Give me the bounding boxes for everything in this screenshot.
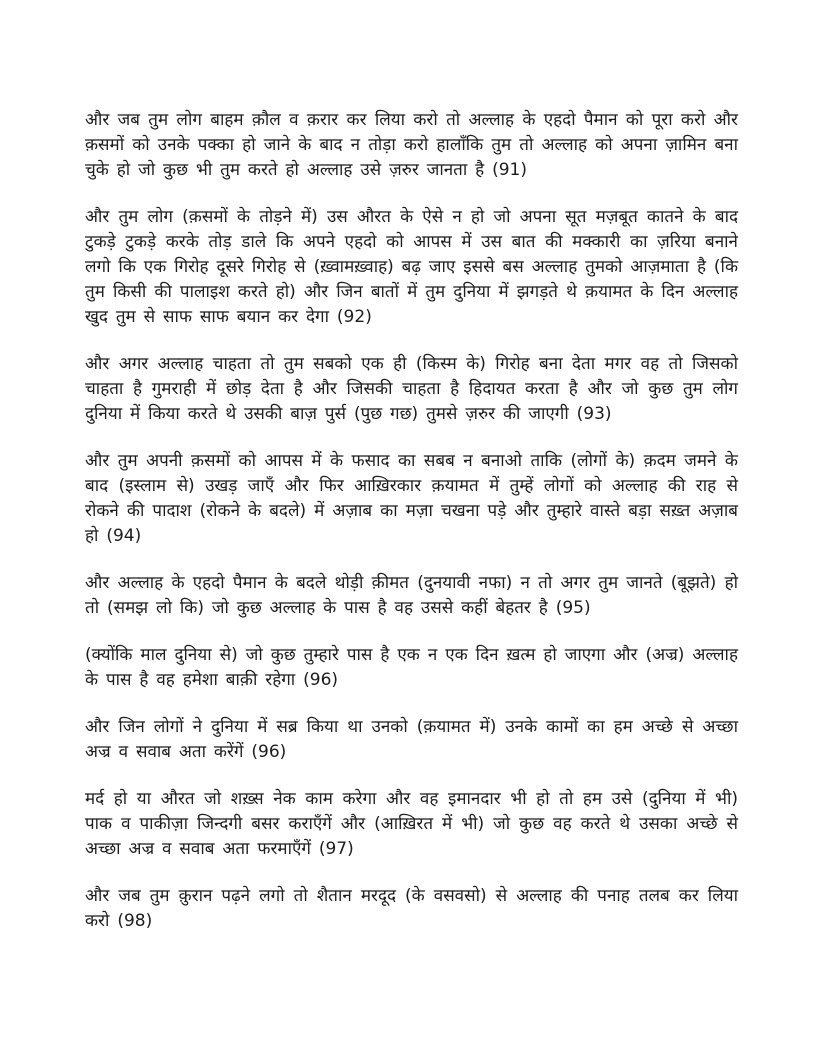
- verse-paragraph-93: और अगर अल्लाह चाहता तो तुम सबको एक ही (किस्म के) गिरोह बना देता मगर वह तो जिसको चाहता है गुमराही में छोड़ देता है और जिसकी चाहता है हिदायत करता है और जो कुछ तुम लोग दुनिया में किया करते थे उसकी बाज़ पुर्स (पुछ गछ) तुमसे ज़रुर की जाएगी (93): [85, 354, 738, 424]
- verse-paragraph-96a: (क्योंकि माल दुनिया से) जो कुछ तुम्हारे पास है एक न एक दिन ख़त्म हो जाएगा और (अज्र) अल्लाह के पास है वह हमेशा बाक़ी रहेगा (96): [85, 645, 738, 690]
- verse-paragraph-95: और अल्लाह के एहदो पैमान के बदले थोड़ी क़ीमत (दुनयावी नफा) न तो अगर तुम जानते (बूझते) हो तो (समझ लो कि) जो कुछ अल्लाह के पास है वह उससे कहीं बेहतर है (95): [85, 573, 738, 618]
- verse-paragraph-98: और जब तुम क़ुरान पढ़ने लगो तो शैतान मरदूद (के वसवसो) से अल्लाह की पनाह तलब कर लिया करो (98): [85, 886, 738, 931]
- verse-text-block: [85, 108, 738, 956]
- verse-paragraph-96b: और जिन लोगों ने दुनिया में सब्र किया था उनको (क़यामत में) उनके कामों का हम अच्छे से अच्छा अज्र व सवाब अता करेंगें (96): [85, 717, 738, 762]
- verse-paragraph-91: और जब तुम लोग बाहम क़ौल व क़रार कर लिया करो तो अल्लाह के एहदो पैमान को पूरा करो और क़समों को उनके पक्का हो जाने के बाद न तोड़ा करो हालाँकि तुम तो अल्लाह को अपना ज़ामिन बना चुके हो जो कुछ भी तुम करते हो अल्लाह उसे ज़रुर जानता है (91): [85, 110, 738, 180]
- verse-paragraph-97: मर्द हो या औरत जो शख़्स नेक काम करेगा और वह इमानदार भी हो तो हम उसे (दुनिया में भी) पाक व पाकीज़ा जिन्दगी बसर कराएँगें और (आख़िरत में भी) जो कुछ वह करते थे उसका अच्छे से अच्छा अज्र व सवाब अता फरमाएँगें (97): [85, 789, 738, 859]
- verse-paragraph-94: और तुम अपनी क़समों को आपस में के फसाद का सबब न बनाओ ताकि (लोगों के) क़दम जमने के बाद (इस्लाम से) उखड़ जाएँ और फिर आख़िरकार क़यामत में तुम्हें लोगों को अल्लाह की राह से रोकने की पादाश (रोकने के बदले) में अज़ाब का मज़ा चखना पड़े और तुम्हारे वास्ते बड़ा सख़्त अज़ाब हो (94): [85, 451, 738, 546]
- verse-paragraph-92: और तुम लोग (क़समों के तोड़ने में) उस औरत के ऐसे न हो जो अपना सूत मज़बूत कातने के बाद टुकड़े टुकड़े करके तोड़ डाले कि अपने एहदो को आपस में उस बात की मक्कारी का ज़रिया बनाने लगो कि एक गिरोह दूसरे गिरोह से (ख़्वामख़्वाह) बढ़ जाए इससे बस अल्लाह तुमको आज़माता है (कि तुम किसी की पालाइश करते हो) और जिन बातों में तुम दुनिया में झगड़ते थे क़यामत के दिन अल्लाह खुद तुम से साफ साफ बयान कर देगा (92): [85, 207, 738, 327]
